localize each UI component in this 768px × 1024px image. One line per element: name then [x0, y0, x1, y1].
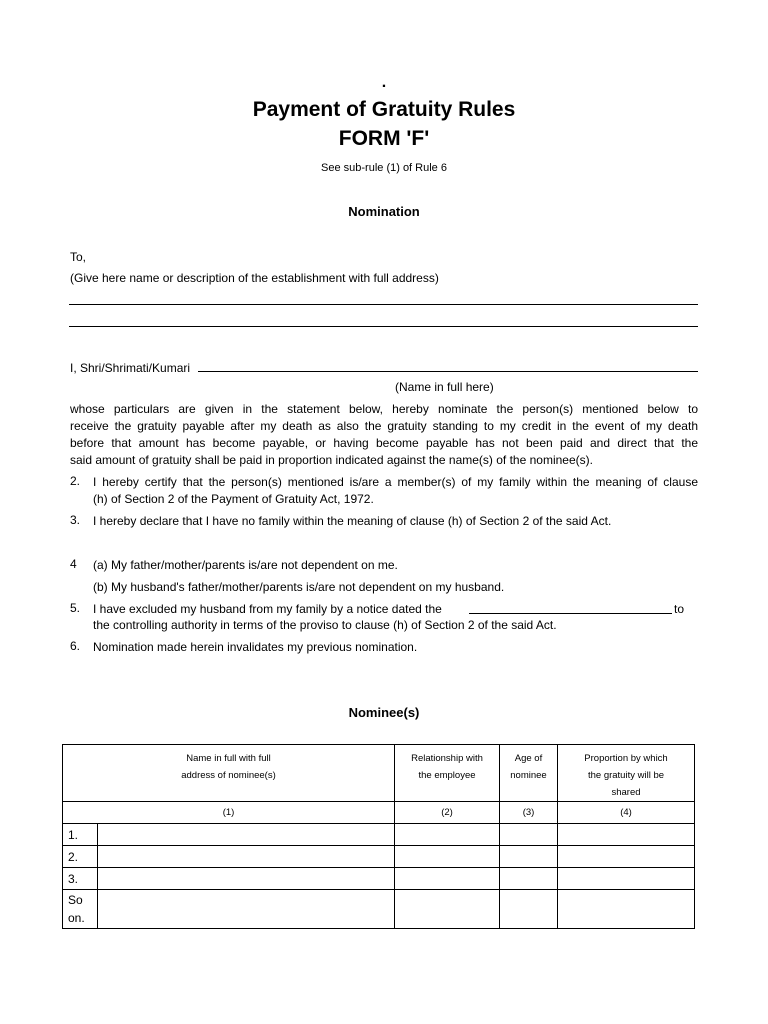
col4-line-3: shared: [611, 787, 641, 798]
relationship-cell[interactable]: [395, 824, 500, 846]
item-5-line-2: the controlling authority in terms of the proviso to clause (h) of Section 2 of the said Act.: [93, 618, 557, 632]
table-row: [63, 846, 695, 868]
col3-line-2: nominee: [510, 770, 547, 781]
col4-line-1: Proportion by which: [584, 753, 668, 764]
item-3-text: I hereby declare that I have no family within the meaning of clause (h) of Section 2 of the said Act.: [93, 514, 612, 528]
col4-line-2: the gratuity will be: [587, 770, 665, 781]
age-cell[interactable]: [500, 846, 558, 868]
col3-line-1: Age of: [514, 753, 543, 764]
nominee-name-cell[interactable]: [98, 824, 395, 846]
relationship-cell[interactable]: [395, 890, 500, 929]
item-5-to: to: [674, 602, 685, 616]
age-cell[interactable]: [500, 868, 558, 890]
item-4-number: 4: [70, 557, 77, 571]
item-5-number: 5.: [70, 601, 81, 615]
col2-line-1: Relationship with: [411, 753, 483, 764]
col-header-relationship: [395, 745, 500, 802]
table-row: [63, 890, 695, 929]
document-title: Payment of Gratuity Rules: [252, 98, 516, 121]
form-label: FORM 'F': [338, 127, 430, 150]
proportion-cell[interactable]: [558, 824, 695, 846]
row-number: 1.: [63, 824, 98, 846]
row-number: 3.: [63, 868, 98, 890]
relationship-cell[interactable]: [395, 846, 500, 868]
item-6-text: Nomination made herein invalidates my previous nomination.: [93, 640, 418, 654]
nominee-table: [62, 744, 695, 929]
item-2-line-1: I hereby certify that the person(s) mentioned is/are a member(s) of my family within the meaning of clause: [93, 475, 698, 489]
col2-line-2: the employee: [418, 770, 476, 781]
column-index-4: (4): [558, 802, 695, 824]
col1-line-2: address of nominee(s): [181, 770, 276, 781]
nominee-name-cell[interactable]: [98, 868, 395, 890]
row-number: 2.: [63, 846, 98, 868]
section-heading-nominees: Nominee(s): [348, 705, 420, 720]
col-header-proportion: [558, 745, 695, 802]
column-index-3: (3): [500, 802, 558, 824]
paragraph-line-2: receive the gratuity payable after my death as also the gratuity standing to my credit in the event of my death: [70, 419, 698, 433]
so-on-line-1: So: [68, 893, 83, 907]
column-index-2: (2): [395, 802, 500, 824]
address-line-2[interactable]: [69, 326, 698, 327]
paragraph-line-3: before that amount has become payable, or having become payable has not been paid and direct that the: [70, 436, 698, 450]
proportion-cell[interactable]: [558, 846, 695, 868]
name-hint: (Name in full here): [395, 380, 494, 394]
column-index-row: [63, 802, 695, 824]
subrule-reference: See sub-rule (1) of Rule 6: [321, 162, 447, 174]
table-row: [63, 868, 695, 890]
col-header-age: [500, 745, 558, 802]
row-number-so-on: [63, 890, 98, 929]
nominee-table-header: [63, 745, 695, 802]
to-label: To,: [70, 250, 87, 264]
item-3-number: 3.: [70, 513, 81, 527]
address-instruction: (Give here name or description of the establishment with full address): [70, 271, 439, 285]
section-heading-nomination: Nomination: [348, 204, 420, 219]
col1-line-1: Name in full with full: [186, 753, 271, 764]
column-index-1: (1): [63, 802, 395, 824]
nominee-name-cell[interactable]: [98, 890, 395, 929]
paragraph-line-1: whose particulars are given in the statement below, hereby nominate the person(s) mentioned below to: [70, 402, 698, 416]
item-4a-text: (a) My father/mother/parents is/are not dependent on me.: [93, 558, 398, 572]
relationship-cell[interactable]: [395, 868, 500, 890]
item-2-line-2: (h) of Section 2 of the Payment of Gratuity Act, 1972.: [93, 492, 374, 506]
item-2-number: 2.: [70, 474, 81, 488]
col-header-name-address: [63, 745, 395, 802]
item-6-number: 6.: [70, 639, 81, 653]
so-on-line-2: on.: [68, 911, 85, 925]
address-line-1[interactable]: [69, 304, 698, 305]
proportion-cell[interactable]: [558, 890, 695, 929]
notice-date-line[interactable]: [469, 613, 672, 614]
declarant-prefix: I, Shri/Shrimati/Kumari: [70, 361, 191, 375]
paragraph-line-4: said amount of gratuity shall be paid in proportion indicated against the name(s) of the nominee(s).: [70, 453, 593, 467]
header-dot: .: [381, 74, 387, 91]
age-cell[interactable]: [500, 890, 558, 929]
table-row: [63, 824, 695, 846]
proportion-cell[interactable]: [558, 868, 695, 890]
declarant-name-line[interactable]: [198, 371, 698, 372]
nominee-name-cell[interactable]: [98, 846, 395, 868]
age-cell[interactable]: [500, 824, 558, 846]
item-4b-text: (b) My husband's father/mother/parents is/are not dependent on my husband.: [93, 580, 505, 594]
item-5-line-1: I have excluded my husband from my family by a notice dated the: [93, 602, 442, 616]
